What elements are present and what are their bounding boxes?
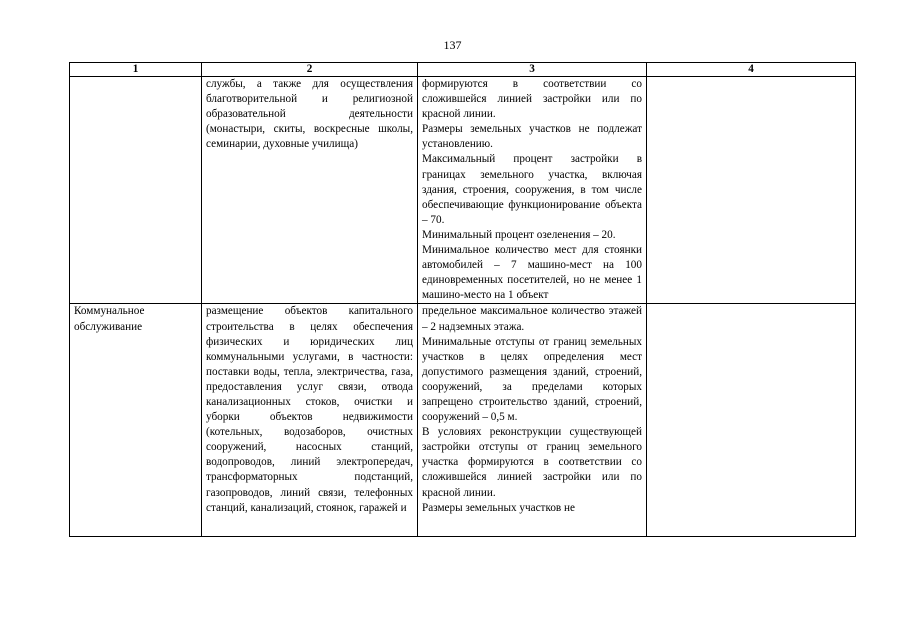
row1-parameters — [418, 77, 647, 304]
row2-param-3: В условиях реконструкции существующей застройки отступы от границ земельного участка формируются в соответствии со сложившейся линией застройки или по красной линии. — [422, 426, 642, 499]
row1-use-type — [70, 77, 202, 304]
table-row — [70, 304, 856, 537]
row1-param-3: Максимальный процент застройки в границах земельного участка, включая здания, строения, сооружения, в том числе обеспечивающие функционирование объекта – 70. — [422, 153, 642, 226]
page-number: 137 — [443, 38, 462, 52]
row1-notes — [647, 77, 856, 304]
row2-parameters — [418, 304, 647, 537]
table-header-row — [70, 63, 856, 77]
regulations-table — [69, 62, 856, 537]
row1-param-2: Размеры земельных участков не подлежат установлению. — [422, 123, 642, 151]
row1-param-4: Минимальный процент озеленения – 20. — [422, 228, 616, 241]
header-col-3: 3 — [418, 63, 647, 77]
row2-param-4: Размеры земельных участков не — [422, 501, 575, 514]
header-col-4: 4 — [647, 63, 856, 77]
row2-description — [202, 304, 418, 537]
row1-param-5: Минимальное количество мест для стоянки автомобилей – 7 машино-мест на 100 единовременных посетителей, но не менее 1 машино-место на 1 объект — [422, 244, 642, 302]
header-col-2: 2 — [202, 63, 418, 77]
row2-param-1: предельное максимальное количество этажей – 2 надземных этажа. — [422, 305, 642, 333]
table-row — [70, 77, 856, 304]
row2-notes — [647, 304, 856, 537]
row2-use-type-text: Коммунальное обслуживание — [74, 305, 145, 333]
row2-use-type — [70, 304, 202, 537]
row2-description-text: размещение объектов капитального строительства в целях обеспечения физических и юридических лиц коммунальными услугами, в частности: поставки воды, тепла, электричества, газа, предоставления услуг связи, отвода канализационных стоков, очистки и уборки объектов недвижимости (котельных, водозаборов, очистных сооружений, насосных станций, водопроводов, линий электропередач, трансформаторных подстанций, газопроводов, линий связи, телефонных станций, канализаций, стоянок, гаражей и — [206, 305, 413, 514]
header-col-1: 1 — [70, 63, 202, 77]
row1-description: службы, а также для осуществления благотворительной и религиозной образовательной деятельности (монастыри, скиты, воскресные школы, семинарии, духовные училища) — [202, 77, 418, 304]
row1-param-1: формируются в соответствии со сложившейся линией застройки или по красной линии. — [422, 78, 642, 121]
row2-param-2: Минимальные отступы от границ земельных участков в целях определения мест допустимого размещения зданий, строений, сооружений, за пределами которых запрещено строительство зданий, строений, сооружений – 0,5 м. — [422, 335, 642, 424]
